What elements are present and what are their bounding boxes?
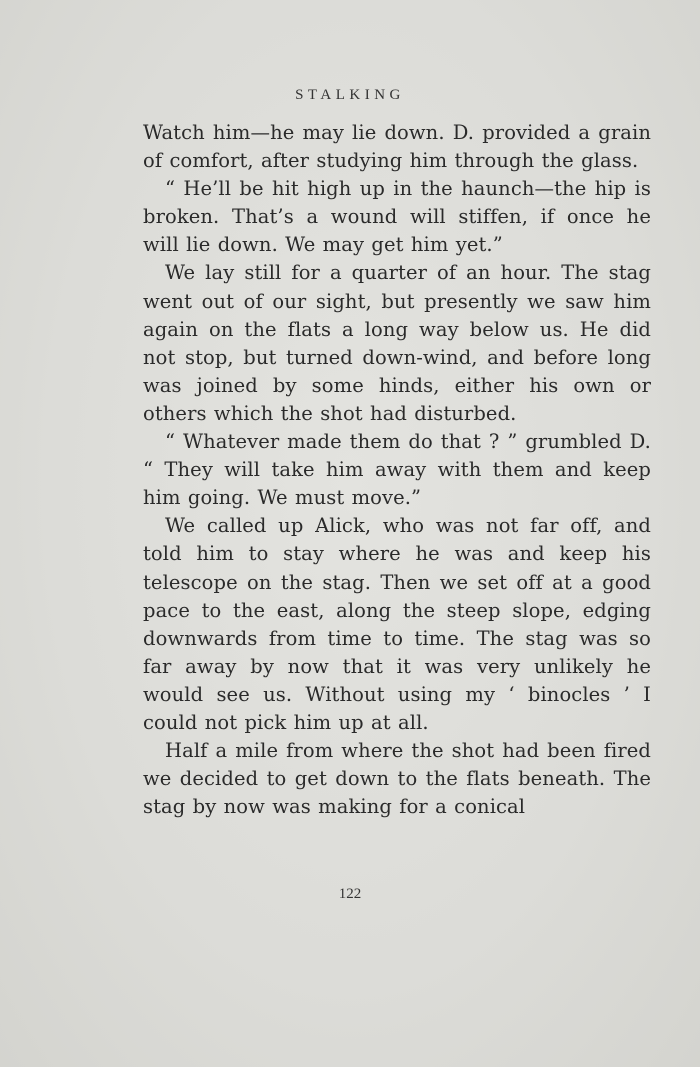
- running-head: STALKING: [295, 87, 405, 103]
- paragraph-4: “ Whatever made them do that ? ” grumbled D. “ They will take him away with them and keep him going. We must move.”: [143, 430, 651, 510]
- paragraph-5: We called up Alick, who was not far off, and told him to stay where he was and keep his telescope on the stag. Then we set off at a good pace to the east, along the steep slope, edging downwards from time to time. The stag was so far away by now that it was very unlikely he would see us. Without using my ‘ binocles ’ I could not pick him up at all.: [143, 514, 651, 734]
- paragraph-6: Half a mile from where the shot had been fired we decided to get down to the flats beneath. The stag by now was making for a conical: [143, 739, 651, 819]
- paragraph-2: “ He’ll be hit high up in the haunch—the hip is broken. That’s a wound will stiffen, if once he will lie down. We may get him yet.”: [143, 177, 651, 257]
- paragraph-3: We lay still for a quarter of an hour. The stag went out of our sight, but presently we saw him again on the flats a long way below us. He did not stop, but turned down-wind, and before long was joined by some hinds, either his own or others which the shot had disturbed.: [143, 261, 651, 425]
- body-text: [143, 119, 651, 821]
- page-number: 122: [338, 886, 362, 902]
- paragraph-1: Watch him—he may lie down. D. provided a grain of comfort, after studying him through the glass.: [143, 121, 651, 173]
